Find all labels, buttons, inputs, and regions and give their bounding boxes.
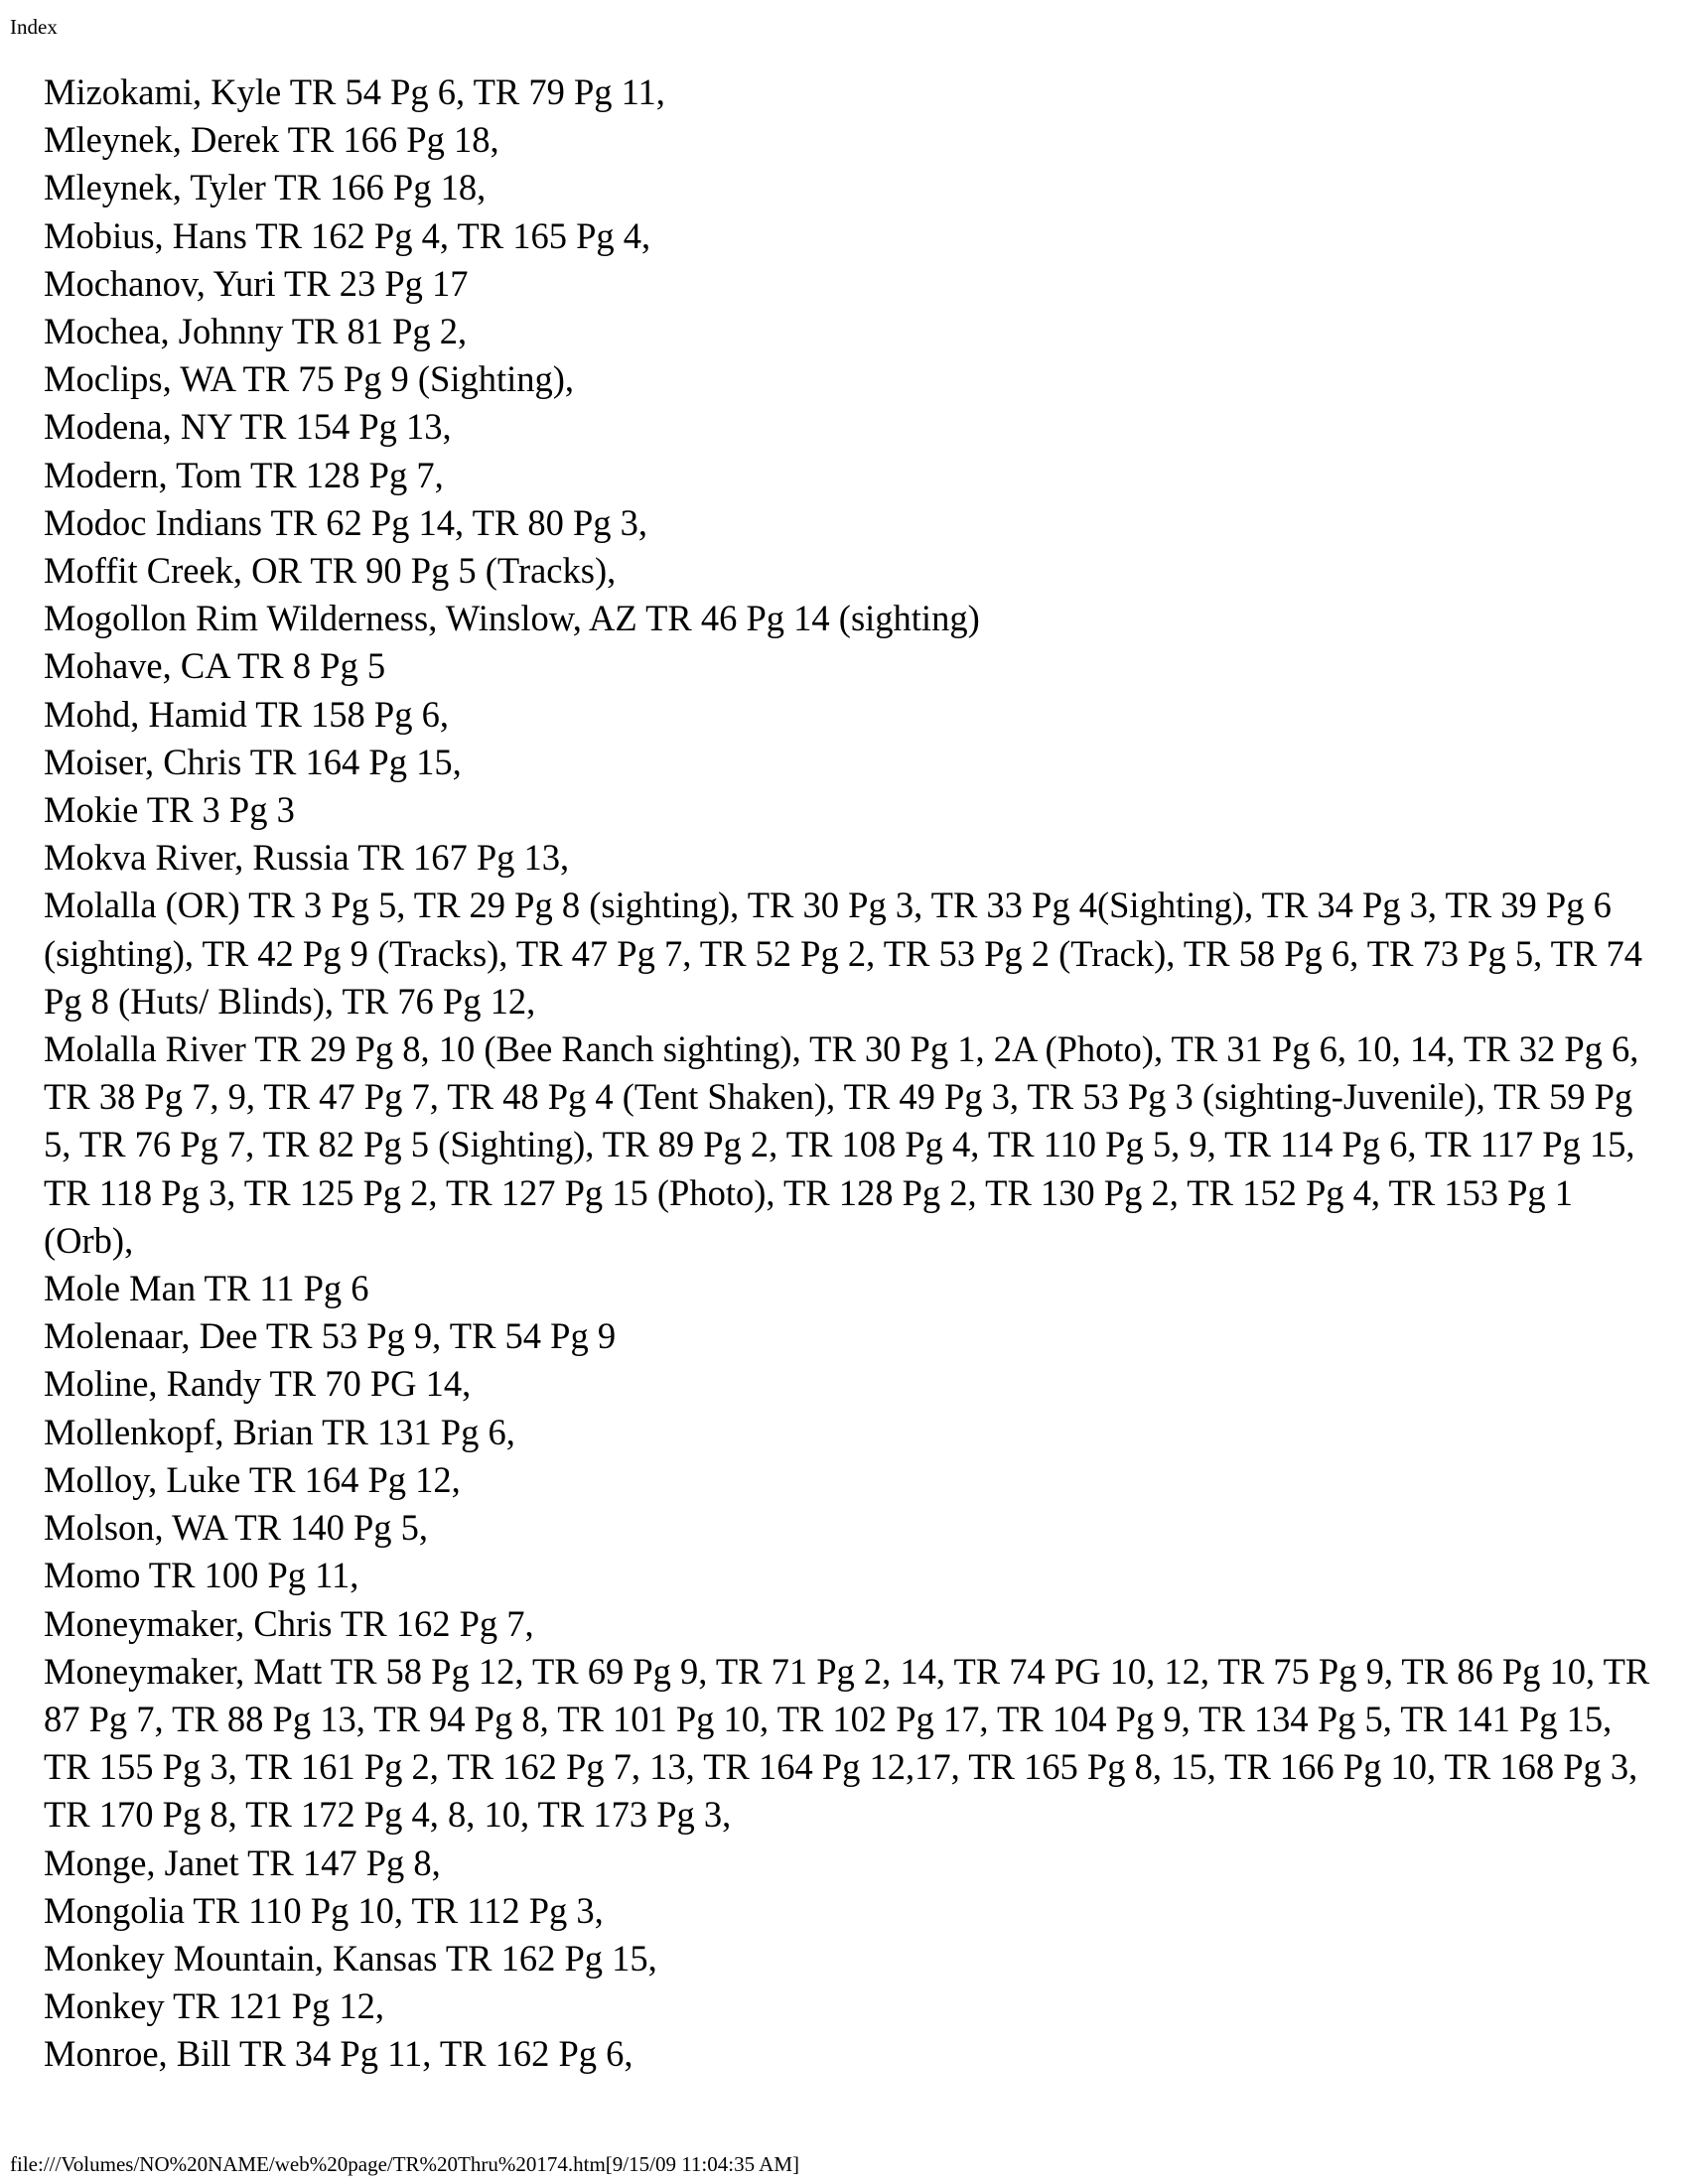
index-entry: Momo TR 100 Pg 11, [44,1555,359,1596]
index-entry: Mohd, Hamid TR 158 Pg 6, [44,693,449,735]
index-entry: Mongolia TR 110 Pg 10, TR 112 Pg 3, [44,1889,604,1931]
index-entry: Molloy, Luke TR 164 Pg 12, [44,1458,461,1500]
index-entry: Monkey TR 121 Pg 12, [44,1985,385,2027]
index-entry: Moiser, Chris TR 164 Pg 15, [44,741,462,782]
index-entry: Molalla (OR) TR 3 Pg 5, TR 29 Pg 8 (sighting), TR 30 Pg 3, TR 33 Pg 4(Sighting), TR 34 Pg 3, TR 39 Pg 6 (sighting), TR 42 Pg 9 (Tracks), TR 47 Pg 7, TR 52 Pg 2, TR 53 Pg 2 (Track), TR 58 Pg 6, TR 73 Pg 5, TR 74 Pg 8 (Huts/ Blinds), TR 76 Pg 12, [44,885,1642,1022]
index-entry: Molenaar, Dee TR 53 Pg 9, TR 54 Pg 9 [44,1315,617,1357]
index-entry: Mohave, CA TR 8 Pg 5 [44,645,386,687]
page-footer-url: file:///Volumes/NO%20NAME/web%20page/TR%20Thru%20174.htm[9/15/09 11:04:35 AM] [10,2152,800,2176]
index-entry: Monge, Janet TR 147 Pg 8, [44,1842,441,1883]
index-entry: Monroe, Bill TR 34 Pg 11, TR 162 Pg 6, [44,2033,633,2075]
index-entry: Molson, WA TR 140 Pg 5, [44,1507,429,1549]
index-entry: Mogollon Rim Wilderness, Winslow, AZ TR 46 Pg 14 (sighting) [44,598,980,639]
index-entry: Modena, NY TR 154 Pg 13, [44,406,452,448]
index-entry: Moline, Randy TR 70 PG 14, [44,1363,472,1405]
index-entry: Mokva River, Russia TR 167 Pg 13, [44,837,570,879]
index-entry: Moneymaker, Chris TR 162 Pg 7, [44,1602,534,1644]
index-entry: Mokie TR 3 Pg 3 [44,789,295,831]
index-entry: Monkey Mountain, Kansas TR 162 Pg 15, [44,1937,657,1979]
index-entry: Mochanov, Yuri TR 23 Pg 17 [44,262,469,304]
index-entry: Mollenkopf, Brian TR 131 Pg 6, [44,1411,515,1452]
page-header-title: Index [10,15,58,39]
index-list [44,68,1662,2079]
index-entry: Mobius, Hans TR 162 Pg 4, TR 165 Pg 4, [44,214,651,256]
index-entry: Molalla River TR 29 Pg 8, 10 (Bee Ranch sighting), TR 30 Pg 1, 2A (Photo), TR 31 Pg 6, 10, 14, TR 32 Pg 6, TR 38 Pg 7, 9, TR 47 Pg 7, TR 48 Pg 4 (Tent Shaken), TR 49 Pg 3, TR 53 Pg 3 (sighting-Juvenile), TR 59 Pg 5, TR 76 Pg 7, TR 82 Pg 5 (Sighting), TR 89 Pg 2, TR 108 Pg 4, TR 110 Pg 5, 9, TR 114 Pg 6, TR 117 Pg 15, TR 118 Pg 3, TR 125 Pg 2, TR 127 Pg 15 (Photo), TR 128 Pg 2, TR 130 Pg 2, TR 152 Pg 4, TR 153 Pg 1 (Orb), [44,1028,1639,1261]
index-entry: Mleynek, Tyler TR 166 Pg 18, [44,167,487,208]
index-entry: Mochea, Johnny TR 81 Pg 2, [44,311,468,352]
index-entry: Modoc Indians TR 62 Pg 14, TR 80 Pg 3, [44,501,648,543]
index-entry: Mole Man TR 11 Pg 6 [44,1268,369,1309]
index-entry: Mleynek, Derek TR 166 Pg 18, [44,119,499,161]
index-entry: Mizokami, Kyle TR 54 Pg 6, TR 79 Pg 11, [44,71,665,112]
index-entry: Moneymaker, Matt TR 58 Pg 12, TR 69 Pg 9, TR 71 Pg 2, 14, TR 74 PG 10, 12, TR 75 Pg 9, TR 86 Pg 10, TR 87 Pg 7, TR 88 Pg 13, TR 94 Pg 8, TR 101 Pg 10, TR 102 Pg 17, TR 104 Pg 9, TR 134 Pg 5, TR 141 Pg 15, TR 155 Pg 3, TR 161 Pg 2, TR 162 Pg 7, 13, TR 164 Pg 12,17, TR 165 Pg 8, 15, TR 166 Pg 10, TR 168 Pg 3, TR 170 Pg 8, TR 172 Pg 4, 8, 10, TR 173 Pg 3, [44,1650,1650,1836]
index-entry: Moclips, WA TR 75 Pg 9 (Sighting), [44,358,575,400]
index-entry: Modern, Tom TR 128 Pg 7, [44,454,444,495]
index-entry: Moffit Creek, OR TR 90 Pg 5 (Tracks), [44,550,617,592]
